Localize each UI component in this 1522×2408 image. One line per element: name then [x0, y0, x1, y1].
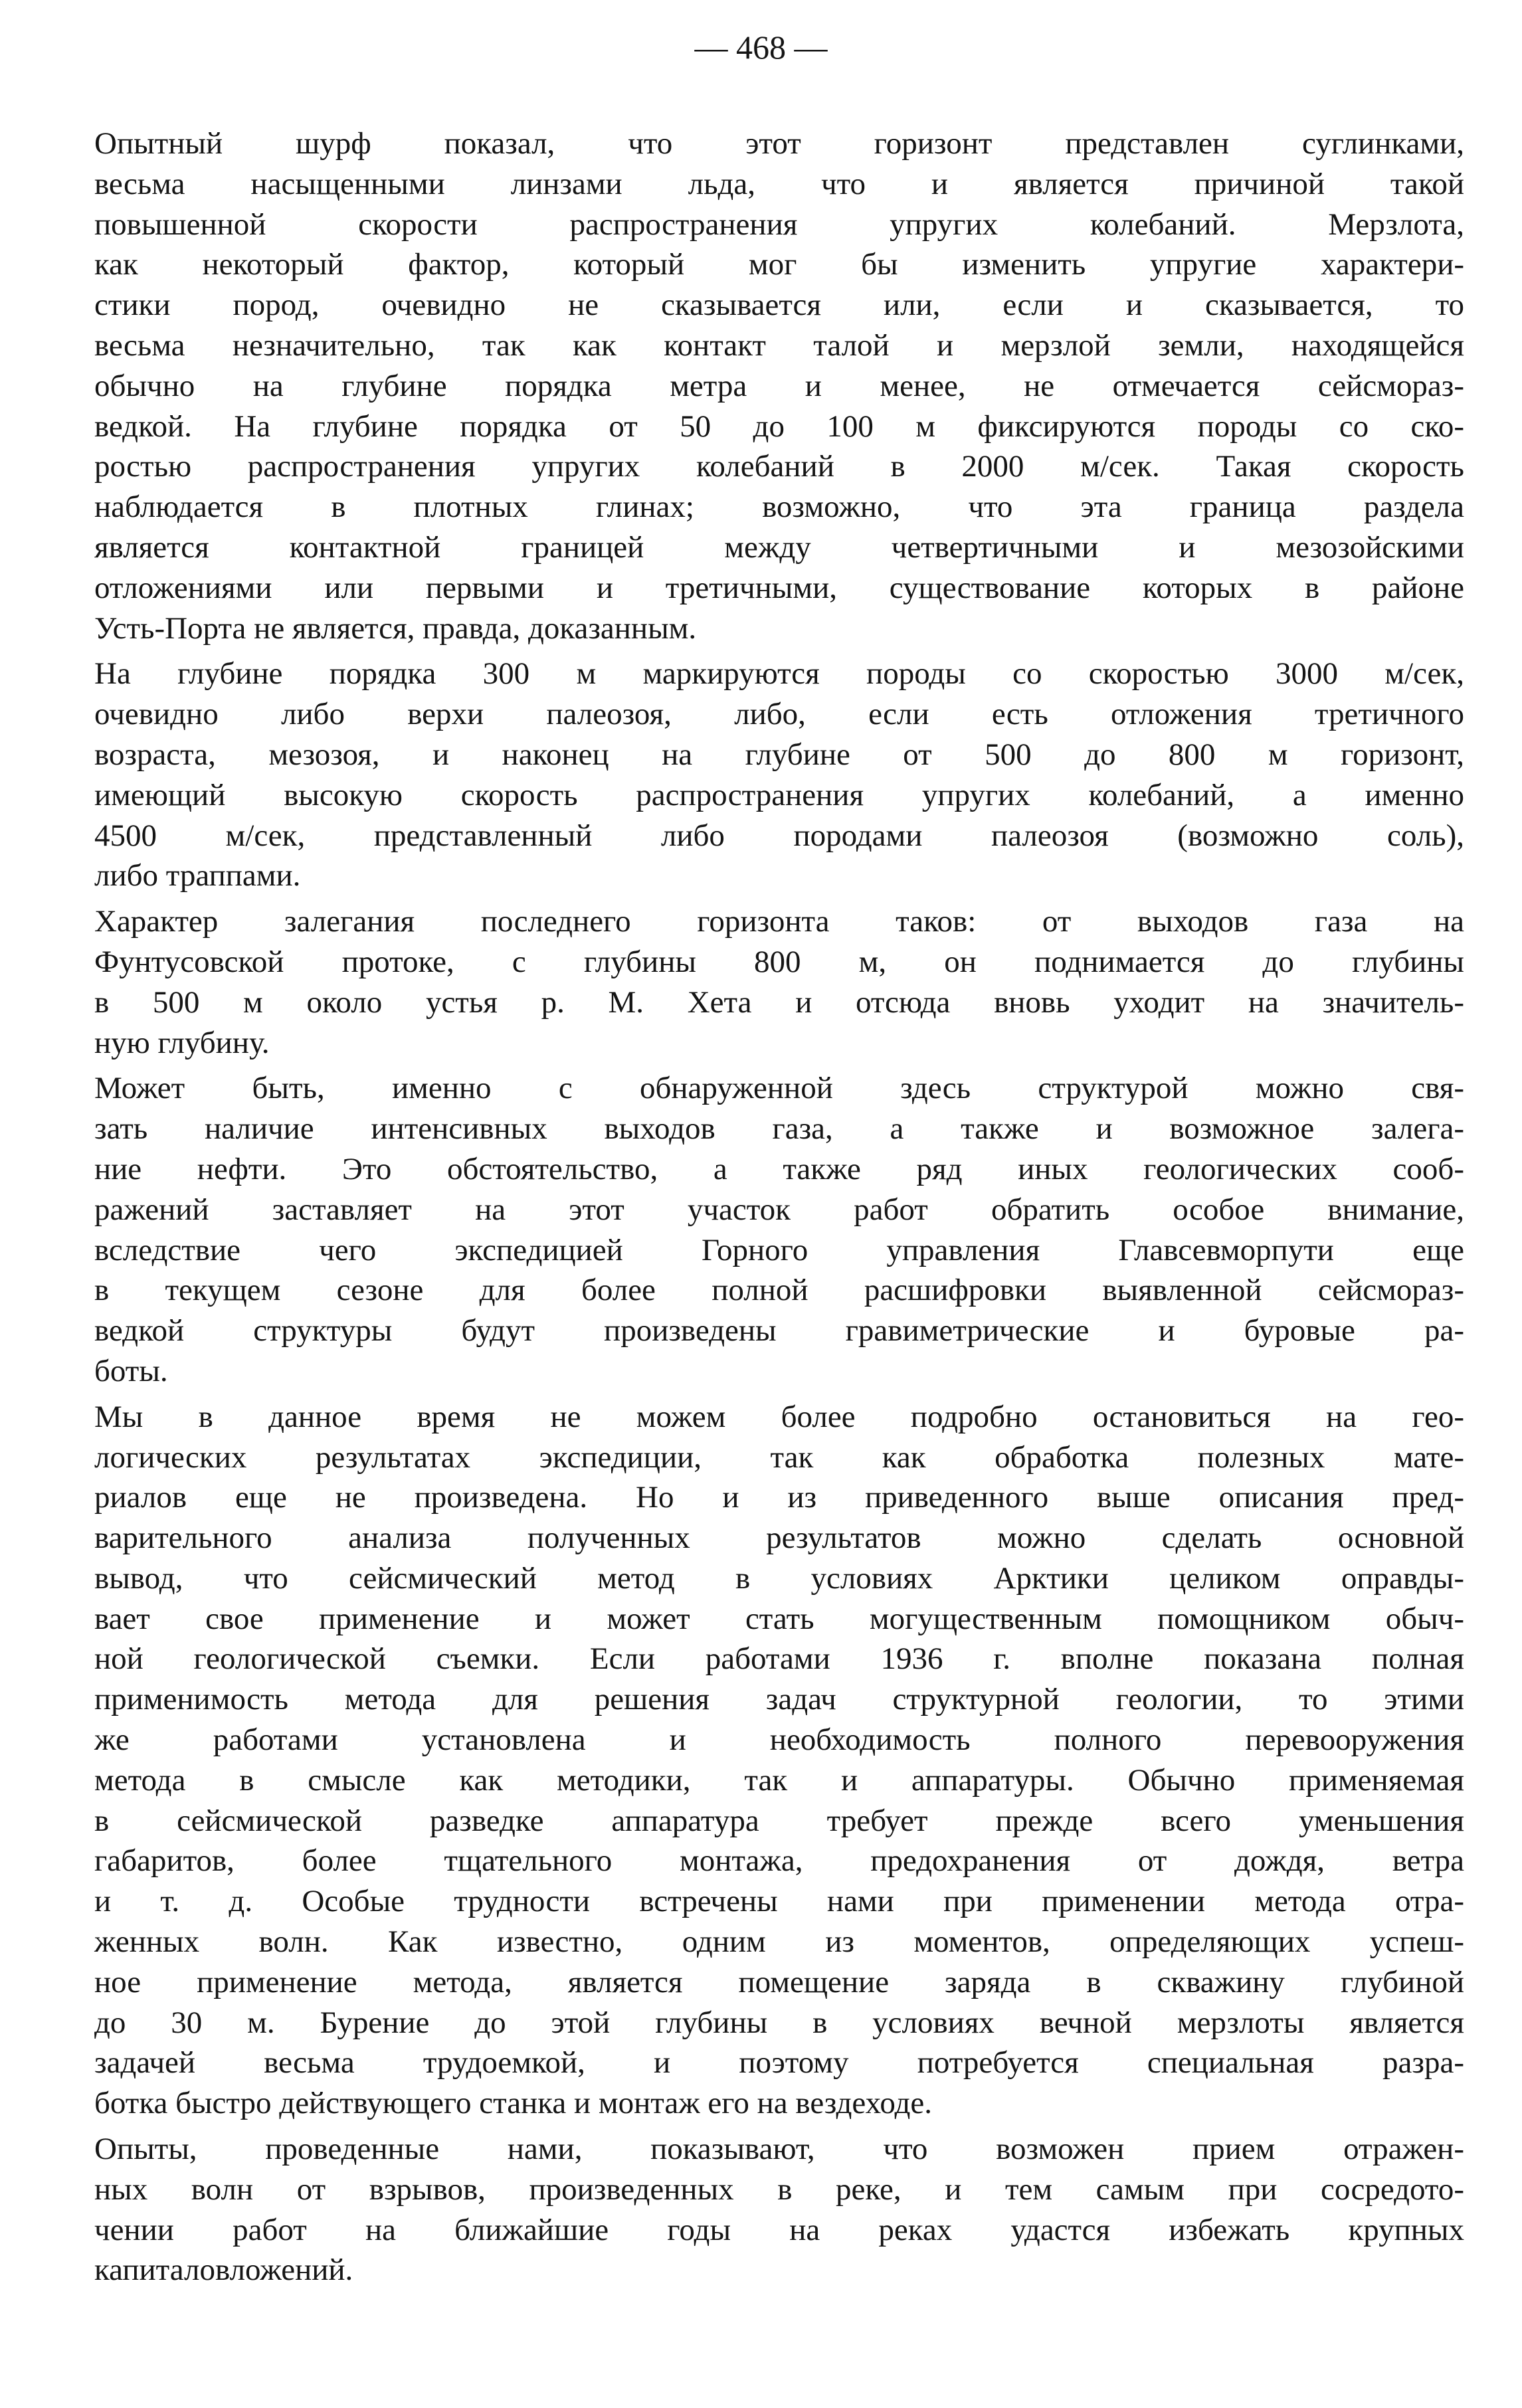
- text-line: На глубине порядка 300 м маркируются породы со скоростью 3000 м/сек,: [94, 656, 1464, 692]
- text-line: возраста, мезозоя, и наконец на глубине от 500 до 800 м горизонт,: [94, 737, 1464, 772]
- text-line: боты.: [94, 1353, 168, 1388]
- text-line: вает свое применение и может стать могущественным помощником обыч-: [94, 1601, 1464, 1636]
- text-line: капиталовложений.: [94, 2253, 353, 2288]
- text-line: наблюдается в плотных глинах; возможно, что эта граница раздела: [94, 490, 1464, 525]
- text-line: зать наличие интенсивных выходов газа, а также и возможное залега-: [94, 1111, 1464, 1147]
- text-line: до 30 м. Бурение до этой глубины в условиях вечной мерзлоты является: [94, 2005, 1464, 2040]
- text-line: ведкой. На глубине порядка от 50 до 100 м фиксируются породы со ско-: [94, 409, 1464, 444]
- text-line: ную глубину.: [94, 1025, 270, 1060]
- text-line: Может быть, именно с обнаруженной здесь структурой можно свя-: [94, 1071, 1464, 1106]
- paragraph: [94, 124, 1464, 648]
- text-line: же работами установлена и необходимость полного перевооружения: [94, 1722, 1464, 1758]
- text-line: повышенной скорости распространения упругих колебаний. Мерзлота,: [94, 207, 1464, 242]
- text-line: очевидно либо верхи палеозоя, либо, если есть отложения третичного: [94, 697, 1464, 732]
- text-line: логических результатах экспедиции, так как обработка полезных мате-: [94, 1439, 1464, 1475]
- text-line: женных волн. Как известно, одним из моментов, определяющих успеш-: [94, 1924, 1464, 1960]
- text-line: Опыты, проведенные нами, показывают, что возможен прием отражен-: [94, 2132, 1464, 2167]
- text-line: 4500 м/сек, представленный либо породами палеозоя (возможно соль),: [94, 818, 1464, 853]
- text-line: ражений заставляет на этот участок работ обратить особое внимание,: [94, 1192, 1464, 1227]
- text-line: вследствие чего экспедицией Горного управления Главсевморпути еще: [94, 1232, 1464, 1267]
- text-line: как некоторый фактор, который мог бы изменить упругие характери-: [94, 247, 1464, 282]
- page-body: [94, 124, 1464, 2296]
- text-line: Опытный шурф показал, что этот горизонт представлен суглинками,: [94, 126, 1464, 161]
- text-line: отложениями или первыми и третичными, существование которых в районе: [94, 570, 1464, 605]
- paragraph: [94, 1397, 1464, 2124]
- text-line: ных волн от взрывов, произведенных в реке, и тем самым при сосредото-: [94, 2172, 1464, 2207]
- text-line: риалов еще не произведена. Но и из приведенного выше описания пред-: [94, 1480, 1464, 1515]
- text-line: либо траппами.: [94, 858, 301, 893]
- text-line: в текущем сезоне для более полной расшифровки выявленной сейсмораз-: [94, 1273, 1464, 1308]
- text-line: ное применение метода, является помещение заряда в скважину глубиной: [94, 1964, 1464, 1999]
- text-line: ботка быстро действующего станка и монтаж его на вездеходе.: [94, 2086, 933, 2121]
- text-line: весьма незначительно, так как контакт талой и мерзлой земли, находящейся: [94, 327, 1464, 363]
- text-line: и т. д. Особые трудности встречены нами при применении метода отра-: [94, 1884, 1464, 1919]
- text-line: ние нефти. Это обстоятельство, а также ряд иных геологических сооб-: [94, 1151, 1464, 1186]
- text-line: Характер залегания последнего горизонта таков: от выходов газа на: [94, 904, 1464, 939]
- text-line: ной геологической съемки. Если работами 1936 г. вполне показана полная: [94, 1641, 1464, 1677]
- text-line: метода в смысле как методики, так и аппаратуры. Обычно применяемая: [94, 1762, 1464, 1798]
- text-line: в сейсмической разведке аппаратура требует прежде всего уменьшения: [94, 1803, 1464, 1838]
- text-line: Усть-Порта не является, правда, доказанным.: [94, 610, 697, 646]
- text-line: варительного анализа полученных результатов можно сделать основной: [94, 1521, 1464, 1556]
- paragraph: [94, 654, 1464, 896]
- text-line: вывод, что сейсмический метод в условиях Арктики целиком оправды-: [94, 1560, 1464, 1596]
- text-line: стики пород, очевидно не сказывается или, если и сказывается, то: [94, 288, 1464, 323]
- paragraph: [94, 1068, 1464, 1391]
- text-line: имеющий высокую скорость распространения упругих колебаний, а именно: [94, 777, 1464, 812]
- text-line: является контактной границей между четвертичными и мезозойскими: [94, 529, 1464, 565]
- paragraph: [94, 2129, 1464, 2290]
- text-line: Мы в данное время не можем более подробно остановиться на гео-: [94, 1399, 1464, 1434]
- text-line: ведкой структуры будут произведены гравиметрические и буровые ра-: [94, 1313, 1464, 1348]
- text-line: ростью распространения упругих колебаний в 2000 м/сек. Такая скорость: [94, 449, 1464, 484]
- page-number: — 468 —: [694, 29, 828, 66]
- text-line: задачей весьма трудоемкой, и поэтому потребуется специальная разра-: [94, 2045, 1464, 2081]
- paragraph: [94, 901, 1464, 1063]
- text-line: в 500 м около устья р. М. Хета и отсюда вновь уходит на значитель-: [94, 984, 1464, 1020]
- text-line: обычно на глубине порядка метра и менее, не отмечается сейсмораз-: [94, 368, 1464, 403]
- text-line: весьма насыщенными линзами льда, что и является причиной такой: [94, 166, 1464, 201]
- text-line: чении работ на ближайшие годы на реках удастся избежать крупных: [94, 2212, 1464, 2247]
- text-line: Фунтусовской протоке, с глубины 800 м, он поднимается до глубины: [94, 944, 1464, 979]
- text-line: применимость метода для решения задач структурной геологии, то этими: [94, 1682, 1464, 1717]
- text-line: габаритов, более тщательного монтажа, предохранения от дождя, ветра: [94, 1843, 1464, 1879]
